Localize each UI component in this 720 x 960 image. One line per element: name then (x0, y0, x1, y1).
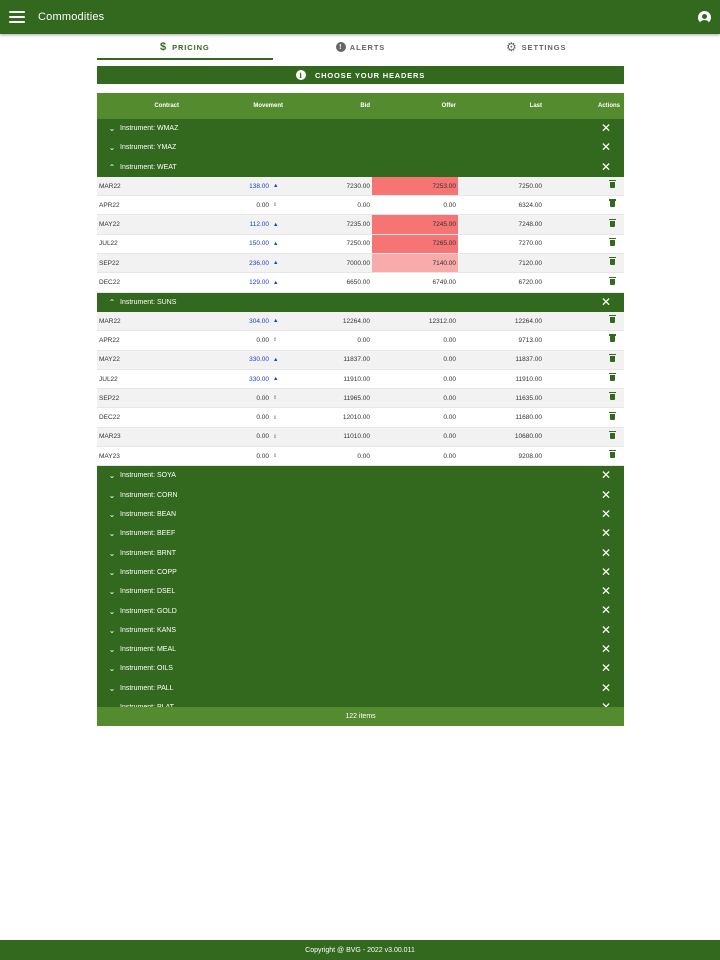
instrument-group-label: Instrument: GOLD (120, 607, 177, 615)
arrow-up-icon: ▲ (273, 260, 279, 267)
instrument-group-label: Instrument: BEEF (120, 530, 176, 538)
movement-cell (183, 433, 283, 440)
instrument-group-label: Instrument: DSEL (120, 588, 176, 596)
offer-cell: 0.00 (443, 375, 456, 383)
table-row[interactable] (97, 254, 624, 273)
instrument-group-label: Instrument: WMAZ (120, 125, 179, 133)
movement-cell (183, 453, 283, 460)
offer-cell: 0.00 (443, 394, 456, 402)
bid-cell: 6650.00 (346, 279, 370, 287)
actions-cell (544, 279, 624, 287)
instrument-group-header[interactable] (97, 293, 624, 312)
movement-value: 236.00 (249, 259, 269, 267)
arrow-flat-icon: ⇕ (273, 337, 278, 344)
table-row[interactable] (97, 447, 624, 466)
trash-icon[interactable] (610, 356, 615, 362)
tab-alerts-label: ALERTS (349, 42, 386, 52)
movement-cell (183, 279, 283, 286)
movement-cell (183, 183, 283, 190)
instrument-group-label: Instrument: BRNT (120, 549, 177, 557)
movement-value: 112.00 (249, 221, 269, 229)
arrow-up-icon: ▲ (273, 221, 279, 228)
dollar-icon: $ (160, 41, 168, 53)
instrument-group-label: Instrument: SUNS (120, 298, 177, 306)
bid-cell: 0.00 (357, 336, 370, 344)
table-row[interactable] (97, 215, 624, 234)
trash-icon[interactable] (610, 433, 615, 439)
close-icon[interactable]: ✕ (600, 468, 611, 483)
close-icon[interactable]: ✕ (600, 622, 611, 637)
chevron-down-icon[interactable]: ⌄ (108, 683, 116, 693)
trash-icon[interactable] (610, 336, 615, 342)
instrument-group-label: Instrument: CORN (120, 491, 178, 499)
contract-cell: MAR23 (99, 433, 121, 441)
instrument-group-header[interactable] (97, 138, 624, 157)
tab-pricing-label: PRICING (172, 42, 210, 52)
chevron-down-icon[interactable]: ⌄ (108, 664, 116, 674)
contract-cell: SEP22 (99, 394, 120, 402)
offer-cell: 0.00 (443, 414, 456, 422)
arrow-up-icon: ▲ (273, 240, 279, 247)
instrument-group-header[interactable] (97, 679, 624, 698)
offer-cell: 7253.00 (372, 177, 458, 195)
bid-cell: 7250.00 (346, 240, 370, 248)
movement-cell (183, 318, 283, 325)
instrument-group-header[interactable] (97, 640, 624, 659)
arrow-up-icon: ▲ (273, 376, 279, 382)
table-row[interactable] (97, 177, 624, 196)
movement-cell (183, 356, 283, 363)
movement-cell (183, 376, 283, 383)
close-icon[interactable]: ✕ (600, 526, 611, 541)
contract-cell: APR22 (99, 201, 120, 209)
arrow-flat-icon: ⇕ (273, 433, 278, 440)
table-row[interactable] (97, 428, 624, 447)
choose-headers-button[interactable] (97, 66, 624, 84)
last-cell: 11910.00 (515, 375, 542, 383)
instrument-group-header[interactable] (97, 544, 624, 563)
instrument-group-label: Instrument: KANS (120, 626, 177, 634)
offer-cell: 0.00 (443, 201, 456, 209)
arrow-up-icon: ▲ (273, 318, 279, 325)
movement-cell (183, 240, 283, 247)
chevron-down-icon[interactable]: ⌄ (108, 625, 116, 635)
close-icon[interactable]: ✕ (600, 487, 611, 502)
offer-cell: 0.00 (443, 433, 456, 441)
app-title: Commodities (38, 11, 105, 23)
actions-cell (544, 452, 624, 460)
contract-cell: JUL22 (99, 375, 118, 383)
column-header-movement[interactable]: Movement (253, 103, 283, 109)
movement-cell (183, 395, 283, 402)
arrow-flat-icon: ⇕ (273, 453, 278, 460)
movement-cell (183, 260, 283, 267)
chevron-up-icon[interactable]: ⌃ (108, 162, 116, 172)
instrument-group-header[interactable] (97, 486, 624, 505)
bid-cell: 12264.00 (342, 317, 370, 325)
actions-cell (544, 394, 624, 402)
last-cell: 12264.00 (514, 317, 542, 325)
movement-value: 0.00 (256, 452, 269, 460)
column-header-last[interactable]: Last (529, 103, 542, 109)
actions-cell (544, 182, 624, 190)
column-header-offer[interactable]: Offer (441, 103, 456, 109)
instrument-group-header[interactable] (97, 601, 624, 620)
gear-icon: ⚙ (505, 40, 518, 54)
pricing-grid (97, 93, 624, 707)
table-row[interactable] (97, 273, 624, 292)
instrument-group-header[interactable] (97, 505, 624, 524)
instrument-group-header[interactable] (97, 582, 624, 601)
close-icon[interactable]: ✕ (600, 545, 611, 560)
info-icon: i (296, 70, 306, 80)
bid-cell: 11965.00 (343, 394, 370, 402)
offer-cell: 7140.00 (372, 254, 458, 272)
bid-cell: 11837.00 (343, 356, 370, 364)
trash-icon[interactable] (610, 221, 615, 227)
copyright-footer: Copyright @ BVG - 2022 v3.00.011 (0, 940, 720, 960)
instrument-group-label: Instrument: MEAL (120, 646, 177, 654)
actions-cell (544, 240, 624, 248)
movement-cell (183, 414, 283, 421)
table-row[interactable] (97, 312, 624, 331)
offer-cell: 0.00 (443, 356, 456, 364)
close-icon[interactable]: ✕ (600, 603, 611, 618)
close-icon[interactable]: ✕ (600, 642, 611, 657)
chevron-down-icon[interactable]: ⌄ (108, 587, 116, 597)
movement-value: 0.00 (256, 336, 269, 344)
offer-cell: 7265.00 (372, 235, 458, 253)
bid-cell: 7000.00 (346, 259, 370, 267)
last-cell: 11680.00 (515, 414, 542, 422)
bid-cell: 11010.00 (343, 433, 370, 441)
trash-icon[interactable] (610, 259, 615, 265)
actions-cell (544, 414, 624, 422)
instrument-group-header[interactable] (97, 158, 624, 177)
actions-cell (544, 259, 624, 267)
actions-cell (544, 201, 624, 209)
instrument-group-label: Instrument: YMAZ (120, 144, 177, 152)
chevron-down-icon[interactable]: ⌄ (108, 143, 116, 153)
movement-cell (183, 337, 283, 344)
close-icon[interactable]: ✕ (600, 294, 611, 309)
tab-alerts[interactable] (273, 34, 449, 60)
column-header-bid[interactable]: Bid (360, 103, 370, 109)
actions-cell (544, 317, 624, 325)
trash-icon[interactable] (610, 279, 615, 285)
chevron-down-icon[interactable]: ⌄ (108, 548, 116, 558)
table-row[interactable] (97, 389, 624, 408)
trash-icon[interactable] (610, 182, 615, 188)
table-row[interactable] (97, 235, 624, 254)
close-icon[interactable]: ✕ (600, 121, 611, 135)
actions-cell (544, 336, 624, 344)
movement-cell (183, 221, 283, 228)
arrow-flat-icon: ⇕ (273, 395, 278, 402)
close-icon[interactable]: ✕ (600, 564, 611, 579)
bid-cell: 7230.00 (346, 182, 370, 190)
movement-value: 0.00 (256, 414, 269, 422)
contract-cell: DEC22 (99, 279, 120, 287)
contract-cell: MAR22 (99, 182, 121, 190)
contract-cell: MAY22 (99, 221, 120, 229)
arrow-up-icon: ▲ (273, 356, 279, 363)
arrow-up-icon: ▲ (273, 183, 279, 190)
arrow-up-icon: ▲ (273, 279, 279, 286)
last-cell: 7270.00 (518, 240, 542, 248)
offer-cell: 7245.00 (372, 215, 458, 233)
chevron-down-icon[interactable]: ⌄ (108, 490, 116, 500)
trash-icon[interactable] (610, 201, 615, 207)
chevron-down-icon[interactable]: ⌄ (108, 510, 116, 520)
bid-cell: 0.00 (357, 452, 370, 460)
instrument-group-label: Instrument: SOYA (120, 472, 176, 480)
last-cell: 7250.00 (518, 182, 542, 190)
close-icon[interactable]: ✕ (600, 140, 611, 155)
bid-cell: 7235.00 (346, 221, 370, 229)
account-icon[interactable] (698, 11, 711, 24)
movement-value: 129.00 (249, 279, 269, 287)
last-cell: 6720.00 (518, 279, 542, 287)
grid-body (97, 119, 624, 717)
actions-cell (544, 375, 624, 383)
column-header-actions: Actions (597, 103, 620, 109)
close-icon[interactable]: ✕ (600, 680, 611, 695)
offer-cell: 0.00 (443, 336, 456, 344)
chevron-down-icon[interactable]: ⌄ (108, 124, 116, 134)
choose-headers-label: CHOOSE YOUR HEADERS (314, 70, 426, 80)
contract-cell: JUL22 (99, 240, 118, 248)
instrument-group-header[interactable] (97, 659, 624, 678)
movement-value: 330.00 (249, 356, 269, 364)
trash-icon[interactable] (610, 452, 615, 458)
close-icon[interactable]: ✕ (600, 661, 611, 676)
instrument-group-label: Instrument: BEAN (120, 511, 177, 519)
contract-cell: MAY22 (99, 356, 120, 364)
instrument-group-header[interactable] (97, 466, 624, 485)
instrument-group-label: Instrument: OILS (120, 665, 173, 673)
table-row[interactable] (97, 331, 624, 350)
tab-pricing[interactable] (97, 34, 273, 60)
movement-value: 138.00 (249, 182, 269, 190)
contract-cell: MAY23 (99, 452, 120, 460)
chevron-down-icon[interactable]: ⌄ (108, 606, 116, 616)
bid-cell: 12010.00 (342, 414, 370, 422)
last-cell: 7248.00 (518, 221, 542, 229)
movement-value: 304.00 (249, 317, 269, 325)
movement-value: 150.00 (249, 240, 269, 248)
instrument-group-header[interactable] (97, 621, 624, 640)
column-header-contract[interactable]: Contract (154, 103, 179, 109)
trash-icon[interactable] (610, 414, 615, 420)
last-cell: 10680.00 (514, 433, 542, 441)
bid-cell: 11910.00 (343, 375, 370, 383)
last-cell: 6324.00 (518, 201, 542, 209)
instrument-group-label: Instrument: COPP (120, 568, 177, 576)
actions-cell (544, 356, 624, 364)
close-icon[interactable]: ✕ (600, 159, 611, 174)
instrument-group-label: Instrument: PALL (120, 684, 174, 692)
contract-cell: MAR22 (99, 317, 121, 325)
movement-cell (183, 202, 283, 209)
menu-icon[interactable] (9, 11, 25, 23)
grid-header (97, 93, 624, 119)
instrument-group-label: Instrument: WEAT (120, 163, 177, 171)
app-bar (0, 0, 720, 34)
instrument-group-header[interactable] (97, 524, 624, 543)
item-count: 122 items (97, 707, 624, 726)
offer-cell: 6749.00 (432, 279, 456, 287)
arrow-flat-icon: ⇕ (273, 202, 278, 209)
last-cell: 7120.00 (518, 259, 542, 267)
movement-value: 0.00 (256, 433, 269, 441)
instrument-group-header[interactable] (97, 119, 624, 138)
tab-settings[interactable] (448, 34, 624, 60)
arrow-flat-icon: ⇕ (273, 414, 278, 421)
last-cell: 9208.00 (518, 452, 542, 460)
chevron-down-icon[interactable]: ⌄ (108, 471, 116, 481)
contract-cell: DEC22 (99, 414, 120, 422)
last-cell: 11635.00 (515, 394, 542, 402)
chevron-down-icon[interactable]: ⌄ (108, 645, 116, 655)
trash-icon[interactable] (610, 394, 615, 400)
alert-icon: ! (336, 42, 346, 52)
chevron-down-icon[interactable]: ⌄ (108, 529, 116, 539)
last-cell: 11837.00 (515, 356, 542, 364)
movement-value: 0.00 (256, 201, 269, 209)
contract-cell: APR22 (99, 336, 120, 344)
movement-value: 330.00 (249, 375, 269, 383)
tab-bar (97, 34, 624, 60)
table-row[interactable] (97, 351, 624, 370)
bid-cell: 0.00 (357, 201, 370, 209)
tab-settings-label: SETTINGS (521, 42, 567, 52)
movement-value: 0.00 (256, 394, 269, 402)
contract-cell: SEP22 (99, 259, 120, 267)
offer-cell: 12312.00 (428, 317, 456, 325)
actions-cell (544, 433, 624, 441)
close-icon[interactable]: ✕ (600, 584, 611, 599)
offer-cell: 0.00 (443, 452, 456, 460)
actions-cell (544, 221, 624, 229)
chevron-down-icon[interactable]: ⌄ (108, 567, 116, 577)
close-icon[interactable]: ✕ (600, 506, 611, 521)
table-row[interactable] (97, 196, 624, 215)
trash-icon[interactable] (610, 240, 615, 246)
trash-icon[interactable] (610, 317, 615, 323)
table-row[interactable] (97, 370, 624, 389)
chevron-up-icon[interactable]: ⌃ (108, 297, 116, 307)
table-row[interactable] (97, 408, 624, 427)
last-cell: 9713.00 (518, 336, 542, 344)
instrument-group-header[interactable] (97, 563, 624, 582)
trash-icon[interactable] (610, 375, 615, 381)
